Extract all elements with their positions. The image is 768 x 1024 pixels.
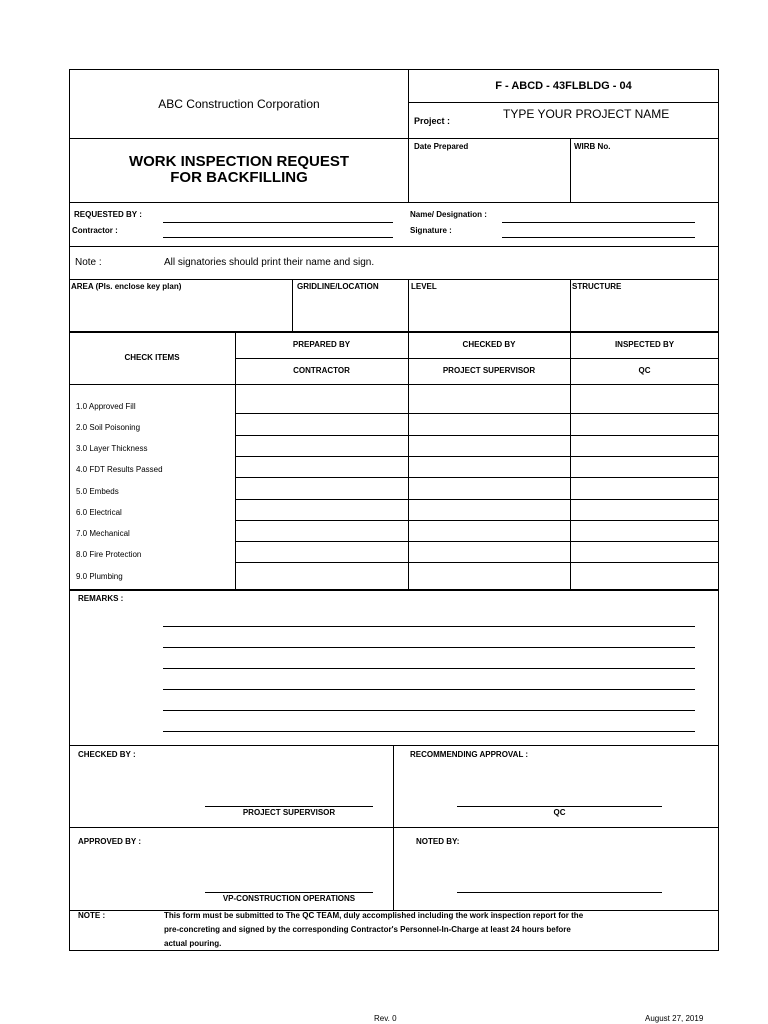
signature-field[interactable] [502,237,695,238]
col-inspected-by: INSPECTED BY [614,340,675,349]
table-header-mid-line [235,358,719,359]
check-item-mechanical: 7.0 Mechanical [76,529,130,538]
remarks-label: REMARKS : [78,594,124,603]
structure-label: STRUCTURE [572,282,622,291]
note-label: Note : [75,257,102,268]
gridline-label: GRIDLINE/LOCATION [297,282,379,291]
level-label: LEVEL [411,282,437,291]
contractor-label: Contractor : [72,226,118,235]
signoff-top-line [69,745,719,746]
row-line [235,499,719,500]
check-item-layer-thickness: 3.0 Layer Thickness [76,444,148,453]
signature-label: Signature : [410,226,452,235]
project-label: Project : [414,116,451,126]
checked-by-signature-line[interactable] [205,806,373,807]
company-name: ABC Construction Corporation [158,97,320,111]
table-header-bottom-line [69,384,719,385]
remarks-line[interactable] [163,647,695,648]
form-title-line1: WORK INSPECTION REQUEST [128,153,349,170]
checked-by-role: PROJECT SUPERVISOR [242,808,336,817]
col-project-supervisor: PROJECT SUPERVISOR [442,366,536,375]
col-qc: QC [638,366,651,375]
revision-number: Rev. 0 [374,1014,397,1023]
form-code: F - ABCD - 43FLBLDG - 04 [495,80,632,92]
requested-by-field[interactable] [163,222,393,223]
footer-note-line3: actual pouring. [164,939,222,948]
row-line [235,562,719,563]
title-top-line [69,138,719,139]
remarks-line[interactable] [163,710,695,711]
approved-by-signature-line[interactable] [205,892,373,893]
request-top-line [69,202,719,203]
contractor-field[interactable] [163,237,393,238]
check-items-header: CHECK ITEMS [124,353,180,362]
table-top-line [69,331,719,333]
name-designation-label: Name/ Designation : [410,210,487,219]
row-line [235,435,719,436]
header-split-line [408,102,719,103]
requested-by-label: REQUESTED BY : [74,210,142,219]
gridline-divider [408,279,409,332]
check-item-fire-protection: 8.0 Fire Protection [76,550,142,559]
note-text: All signatories should print their name and sign. [164,257,375,268]
location-top-line [69,279,719,280]
check-item-fdt-results: 4.0 FDT Results Passed [76,465,163,474]
check-item-approved-fill: 1.0 Approved Fill [76,402,136,411]
project-name[interactable]: TYPE YOUR PROJECT NAME [503,107,670,121]
recommending-role: QC [553,808,566,817]
check-item-plumbing: 9.0 Plumbing [76,572,123,581]
page-footer-date: August 27, 2019 [645,1014,704,1023]
row-line [235,520,719,521]
note-top-line [69,246,719,247]
approval-top-line [69,827,719,828]
remarks-top-line [69,589,719,591]
footer-note-line1: This form must be submitted to The QC TEAM, duly accomplished including the work inspection report for the [164,911,584,920]
row-line [235,456,719,457]
remarks-line[interactable] [163,731,695,732]
name-designation-field[interactable] [502,222,695,223]
area-divider [292,279,293,332]
level-divider [570,279,571,332]
footer-note-line2: pre-concreting and signed by the corresponding Contractor's Personnel-In-Charge at least 24 hours before [164,925,571,934]
wirb-label: WIRB No. [574,142,611,151]
row-line [235,477,719,478]
remarks-line[interactable] [163,689,695,690]
remarks-line[interactable] [163,668,695,669]
footer-note-label: NOTE : [78,911,106,920]
remarks-line[interactable] [163,626,695,627]
approved-by-role: VP-CONSTRUCTION OPERATIONS [222,894,356,903]
area-label: AREA (Pls. enclose key plan) [71,282,182,291]
date-prepared-label: Date Prepared [414,142,469,151]
check-item-embeds: 5.0 Embeds [76,487,119,496]
noted-by-signature-line[interactable] [457,892,662,893]
check-item-electrical: 6.0 Electrical [76,508,122,517]
date-wirb-divider [570,138,571,202]
recommending-signature-line[interactable] [457,806,662,807]
form-title-line2: FOR BACKFILLING [170,169,308,186]
col-checked-by: CHECKED BY [462,340,516,349]
col-contractor: CONTRACTOR [293,366,350,375]
recommending-approval-label: RECOMMENDING APPROVAL : [410,750,529,759]
checked-by-label: CHECKED BY : [78,750,136,759]
noted-by-label: NOTED BY: [416,837,460,846]
approved-by-label: APPROVED BY : [78,837,141,846]
row-line [235,541,719,542]
row-line [235,413,719,414]
col-prepared-by: PREPARED BY [292,340,351,349]
check-item-soil-poisoning: 2.0 Soil Poisoning [76,423,141,432]
